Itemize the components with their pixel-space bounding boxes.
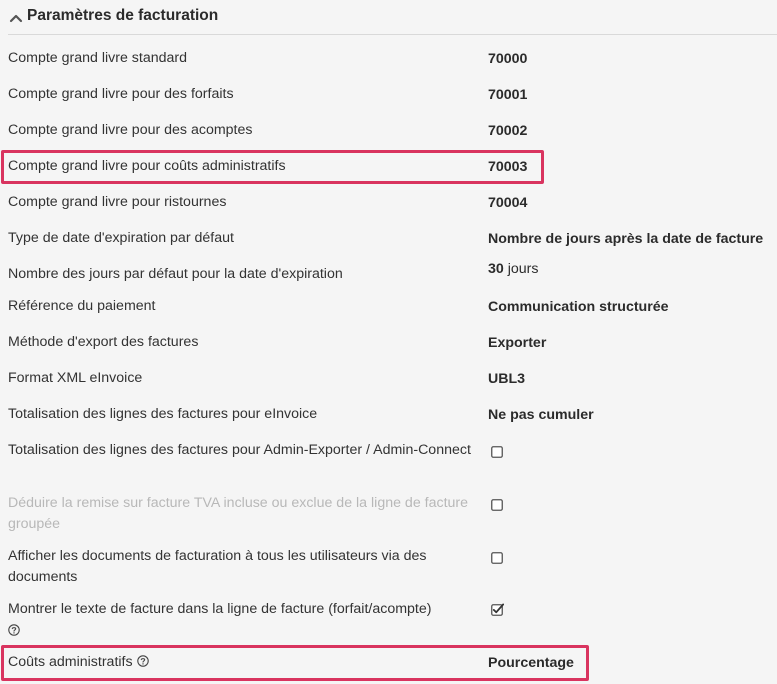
section-title: Paramètres de facturation (27, 7, 219, 24)
setting-label: Compte grand livre pour des forfaits (8, 86, 234, 102)
setting-value (488, 259, 539, 280)
setting-value: 70002 (488, 123, 528, 139)
setting-value: 70004 (488, 195, 528, 211)
setting-label: Totalisation des lignes des factures pour eInvoice (8, 406, 318, 422)
setting-value: Ne pas cumuler (488, 407, 594, 423)
setting-label: Afficher les documents de facturation à tous les utilisateurs via des documents (8, 548, 427, 585)
setting-label-text: Coûts administratifs (8, 654, 133, 670)
question-circle-icon[interactable] (137, 655, 149, 667)
setting-value: UBL3 (488, 371, 526, 387)
setting-value: Communication structurée (488, 299, 669, 315)
deduct-discount-checkbox[interactable] (491, 499, 503, 511)
setting-label: Compte grand livre standard (8, 50, 188, 66)
days-unit: jours (507, 261, 539, 277)
question-circle-icon[interactable] (8, 624, 20, 636)
setting-value: Nombre de jours après la date de facture (488, 231, 764, 247)
setting-label: Nombre des jours par défaut pour la date d'expiration (8, 266, 343, 282)
setting-label: Compte grand livre pour ristournes (8, 194, 227, 210)
setting-label (8, 652, 478, 673)
setting-label-text: Montrer le texte de facture dans la ligne de facture (forfait/acompte) (8, 601, 432, 617)
setting-label: Référence du paiement (8, 298, 156, 314)
setting-value: Pourcentage (488, 655, 574, 671)
setting-label: Méthode d'export des factures (8, 334, 199, 350)
setting-label: Compte grand livre pour des acomptes (8, 122, 253, 138)
setting-label: Compte grand livre pour coûts administratifs (8, 158, 286, 174)
admin-exporter-checkbox[interactable] (491, 446, 503, 458)
setting-value: 70000 (488, 51, 528, 67)
section-header[interactable] (8, 6, 777, 35)
setting-value: Exporter (488, 335, 547, 351)
show-invoice-text-checkbox[interactable] (491, 603, 504, 616)
setting-value: 70003 (488, 159, 528, 175)
setting-value: 70001 (488, 87, 528, 103)
setting-label: Totalisation des lignes des factures pour Admin-Exporter / Admin-Connect (8, 442, 471, 458)
chevron-up-icon[interactable] (8, 10, 24, 26)
show-documents-checkbox[interactable] (491, 552, 503, 564)
setting-label (8, 599, 478, 642)
days-value: 30 (488, 261, 504, 277)
setting-label: Type de date d'expiration par défaut (8, 230, 234, 246)
setting-label: Déduire la remise sur facture TVA incluse ou exclue de la ligne de facture groupée (8, 495, 469, 532)
setting-label: Format XML eInvoice (8, 370, 143, 386)
